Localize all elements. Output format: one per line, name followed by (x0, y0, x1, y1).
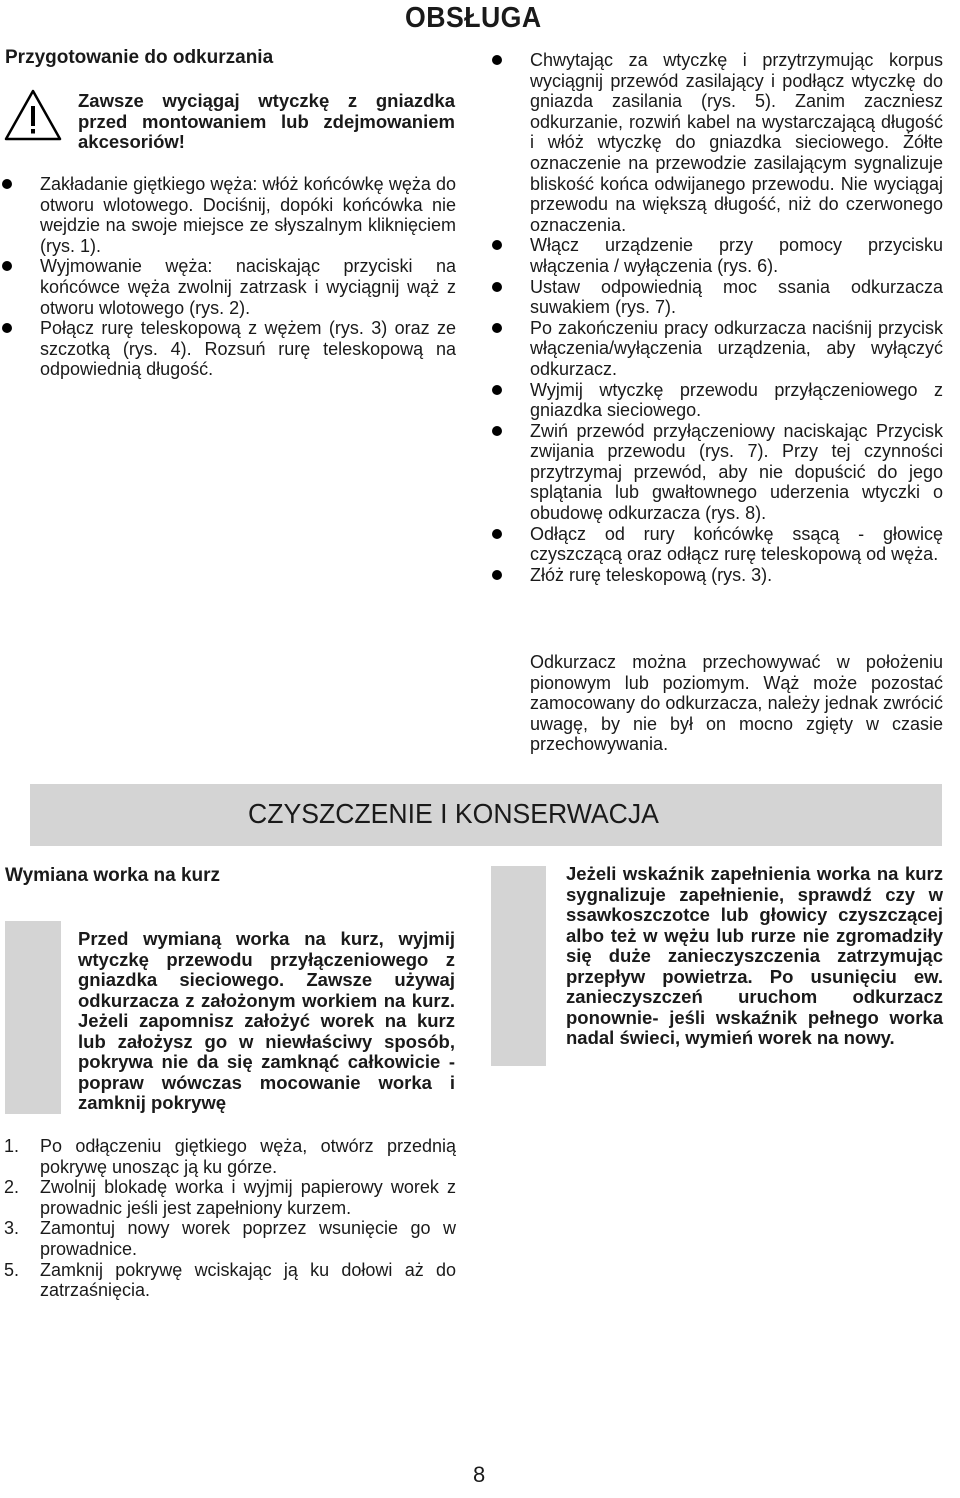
list-item: Ustaw odpowiednią moc ssania odkurzacza suwakiem (rys. 7). (490, 277, 943, 318)
bag-steps-list (0, 1136, 456, 1301)
list-item: 5. Zamknij pokrywę wciskając ją ku dołowi aż do zatrzaśnięcia. (4, 1259, 456, 1301)
bullet-dot (492, 240, 502, 250)
gray-marker-bar (491, 866, 546, 1066)
prep-bullet-list (0, 174, 456, 380)
prep-section-title: Przygotowanie do odkurzania (5, 47, 274, 68)
gray-marker-bar (5, 921, 61, 1114)
list-item: Zwiń przewód przyłączeniowy naciskając Przycisk zwijania przewodu (rys. 7). Przy tej czynności przytrzymaj przewód, aby nie dopuścić do jego splątania lub gwałtownego uderzenia wtyczki o obudowę odkurzacza (rys. 8). (490, 421, 943, 524)
bullet-dot (492, 55, 502, 65)
page-number: 8 (473, 1462, 486, 1487)
bag-section-title: Wymiana worka na kurz (5, 865, 221, 886)
cleaning-banner (30, 784, 942, 846)
cleaning-section-title: CZYSZCZENIE I KONSERWACJA (248, 798, 659, 829)
list-item: Wyjmowanie węża: naciskając przyciski na końcówce węża zwolnij zatrzask i wyciągnij wąż z otworu wlotowego (rys. 2). (0, 256, 456, 318)
list-item: Złóż rurę teleskopową (rys. 3). (490, 565, 943, 586)
list-item: 3. Zamontuj nowy worek poprzez wsunięcie go w prowadnice. (4, 1218, 456, 1259)
list-item: Połącz rurę teleskopową z wężem (rys. 3) oraz ze szczotką (rys. 4). Rozsuń rurę teleskopową na odpowiednią długość. (0, 318, 456, 380)
list-item: 1. Po odłączeniu giętkiego węża, otwórz przednią pokrywę unosząc ją ku górze. (4, 1136, 456, 1177)
prep-warning: Zawsze wyciągaj wtyczkę z gniazdka przed montowaniem lub zdejmowaniem akcesoriów! (78, 90, 455, 152)
bullet-dot (492, 385, 502, 395)
bullet-dot (492, 426, 502, 436)
list-item: Odłącz od rury końcówkę ssącą - głowicę czyszczącą oraz odłącz rurę teleskopową od węża. (490, 524, 943, 565)
bullet-dot (492, 529, 502, 539)
bullet-dot (2, 179, 12, 189)
bullet-dot (492, 323, 502, 333)
warning-icon (3, 88, 63, 147)
storage-note: Odkurzacz można przechowywać w położeniu pionowym lub poziomym. Wąż może pozostać zamocowany do odkurzacza, należy jednak zwrócić uwagę, by nie był on mocno zgięty w czasie przechowywania. (530, 652, 943, 755)
list-item: Chwytając za wtyczkę i przytrzymując korpus wyciągnij przewód zasilający i podłącz wtyczkę do gniazda zasilania (rys. 5). Zanim zaczniesz odkurzanie, rozwiń kabel na wystarczającą długość i włóż wtyczkę do gniazdka sieciowego. Żółte oznaczenie na przewodzie zasilającym sygnalizuje bliskość końca odwijanego przewodu. Nie wyciągaj przewodu na większą długość, niż do czerwonego oznaczenia. (490, 50, 943, 235)
bullet-dot (2, 323, 12, 333)
indicator-note: Jeżeli wskaźnik zapełnienia worka na kurz sygnalizuje zapełnienie, sprawdź czy w ssawkoszczotce lub głowicy czyszczącej albo też w wężu lub rurze nie zgromadziły się duże zanieczyszczenia zatrzymując przepływ powietrza. Po usunięciu ew. zanieczyszczeń uruchom odkurzacz ponownie- jeśli wskaźnik pełnego worka nadal świeci, wymień worek na nowy. (566, 863, 943, 1048)
list-item: Zakładanie giętkiego węża: włóż końcówkę węża do otworu wlotowego. Dociśnij, dopóki końcówka nie wejdzie na swoje miejsce ze słyszalnym kliknięciem (rys. 1). (0, 174, 456, 256)
list-item: 2. Zwolnij blokadę worka i wyjmij papierowy worek z prowadnic jeśli jest zapełniony kurzem. (4, 1177, 456, 1218)
bullet-dot (492, 570, 502, 580)
operation-bullet-list (490, 50, 943, 585)
bullet-dot (2, 261, 12, 271)
bullet-dot (492, 282, 502, 292)
list-item: Wyjmij wtyczkę przewodu przyłączeniowego z gniazdka sieciowego. (490, 380, 943, 421)
bag-warning: Przed wymianą worka na kurz, wyjmij wtyczkę przewodu przyłączeniowego z gniazdka sieciowego. Zawsze używaj odkurzacza z założonym workiem na kurz. Jeżeli zapomnisz założyć worek na kurz lub założysz go w niewłaściwy sposób, pokrywa nie da się zamknąć całkowicie - popraw wówczas mocowanie worka i zamknij pokrywę (78, 928, 455, 1113)
list-item: Włącz urządzenie przy pomocy przycisku włączenia / wyłączenia (rys. 6). (490, 235, 943, 276)
list-item: Po zakończeniu pracy odkurzacza naciśnij przycisk włączenia/wyłączenia urządzenia, aby wyłączyć odkurzacz. (490, 318, 943, 380)
page-header: OBSŁUGA (405, 2, 542, 34)
